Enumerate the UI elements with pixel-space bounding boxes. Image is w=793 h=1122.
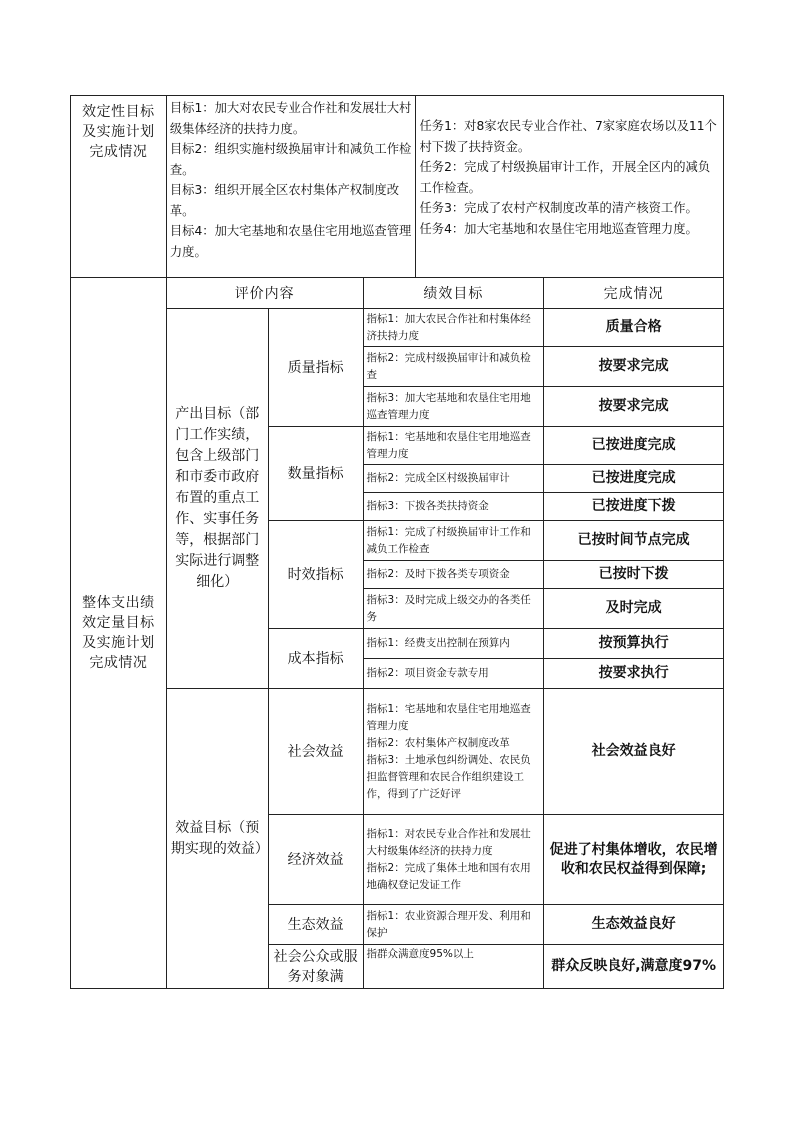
indicator-ecological-1: 指标1：农业资源合理开发、利用和保护 [366, 909, 531, 939]
task-2: 任务2：完成了村级换届审计工作，开展全区内的减负工作检查。 [419, 160, 711, 195]
benefit-group-label [166, 689, 268, 989]
subgroup-social: 社会效益 [268, 689, 363, 815]
indicator-timeliness-1: 指标1：完成了村级换届审计工作和减负工作检查 [363, 521, 544, 561]
status-quantity-1: 已按进度完成 [544, 427, 724, 465]
indicator-timeliness-3: 指标3：及时完成上级交办的各类任务 [363, 589, 544, 629]
status-quality-2: 按要求完成 [544, 347, 724, 387]
status-quantity-3: 已按进度下拨 [544, 493, 724, 521]
subgroup-ecological: 生态效益 [268, 905, 363, 945]
header-status: 完成情况 [544, 278, 724, 309]
goal-2: 目标2：组织实施村级换届审计和减负工作检查。 [169, 142, 412, 177]
status-timeliness-1: 已按时间节点完成 [544, 521, 724, 561]
output-group-label [166, 309, 268, 689]
task-4: 任务4：加大宅基地和农垦住宅用地巡查管理力度。 [419, 221, 698, 236]
indicator-quality-2: 指标2：完成村级换届审计和减负检查 [363, 347, 544, 387]
indicator-timeliness-2: 指标2：及时下拨各类专项资金 [363, 561, 544, 589]
indicator-satisfaction-1: 指群众满意度95%以上 [366, 948, 474, 960]
indicator-social-2: 指标2：农村集体产权制度改革 [366, 736, 510, 749]
perf-section-label [71, 278, 167, 989]
indicators-ecological [363, 905, 544, 945]
subgroup-quantity: 数量指标 [268, 427, 363, 521]
goal-1: 目标1：加大对农民专业合作社和发展壮大村级集体经济的扶持力度。 [169, 101, 412, 136]
tasks-cell [416, 96, 724, 278]
qualitative-label [71, 96, 167, 278]
indicator-economic-2: 指标2：完成了集体土地和国有农用地确权登记发证工作 [366, 861, 531, 891]
qualitative-label-text: 效定性目标及实施计划完成情况 [82, 104, 155, 160]
header-content: 评价内容 [166, 278, 363, 309]
benefit-group-label-text: 效益目标（预期实现的效益） [170, 819, 269, 857]
status-quality-1: 质量合格 [544, 309, 724, 347]
subgroup-economic: 经济效益 [268, 815, 363, 905]
subgroup-cost: 成本指标 [268, 629, 363, 689]
output-group-label-text: 产出目标（部门工作实绩，包含上级部门和市委市政府布置的重点工作、实事任务等，根据部门实际进行调整细化） [175, 406, 260, 590]
status-economic: 促进了村集体增收，农民增收和农民权益得到保障; [544, 815, 724, 905]
indicator-quantity-1: 指标1：宅基地和农垦住宅用地巡查管理力度 [363, 427, 544, 465]
task-1: 任务1：对8家农民专业合作社、7家家庭农场以及11个村下拨了扶持资金。 [419, 119, 717, 154]
goals-cell [166, 96, 416, 278]
status-timeliness-2: 已按时下拨 [544, 561, 724, 589]
indicators-social [363, 689, 544, 815]
status-cost-1: 按预算执行 [544, 629, 724, 659]
indicator-quality-3: 指标3：加大宅基地和农垦住宅用地巡查管理力度 [363, 387, 544, 427]
subgroup-satisfaction: 社会公众或服务对象满 [268, 945, 363, 989]
status-ecological: 生态效益良好 [544, 905, 724, 945]
indicator-quality-1: 指标1：加大农民合作社和村集体经济扶持力度 [363, 309, 544, 347]
performance-table [70, 277, 724, 989]
goal-4: 目标4：加大宅基地和农垦住宅用地巡查管理力度。 [169, 224, 412, 259]
status-social: 社会效益良好 [544, 689, 724, 815]
subgroup-timeliness: 时效指标 [268, 521, 363, 629]
indicator-quantity-2: 指标2：完成全区村级换届审计 [363, 465, 544, 493]
status-timeliness-3: 及时完成 [544, 589, 724, 629]
indicator-social-1: 指标1：宅基地和农垦住宅用地巡查管理力度 [366, 702, 531, 732]
subgroup-quality: 质量指标 [268, 309, 363, 427]
indicators-satisfaction [363, 945, 544, 989]
perf-section-label-text: 整体支出绩效定量目标及实施计划完成情况 [82, 595, 155, 671]
task-3: 任务3：完成了农村产权制度改革的清产核资工作。 [419, 201, 698, 215]
indicators-economic [363, 815, 544, 905]
goal-3: 目标3：组织开展全区农村集体产权制度改革。 [169, 183, 400, 218]
header-target: 绩效目标 [363, 278, 544, 309]
indicator-cost-2: 指标2：项目资金专款专用 [363, 659, 544, 689]
qualitative-table [70, 95, 724, 278]
indicator-cost-1: 指标1：经费支出控制在预算内 [363, 629, 544, 659]
status-quantity-2: 已按进度完成 [544, 465, 724, 493]
status-satisfaction: 群众反映良好,满意度97% [544, 945, 724, 989]
indicator-economic-1: 指标1：对农民专业合作社和发展壮大村级集体经济的扶持力度 [366, 827, 531, 857]
status-quality-3: 按要求完成 [544, 387, 724, 427]
status-cost-2: 按要求执行 [544, 659, 724, 689]
indicator-quantity-3: 指标3：下拨各类扶持资金 [363, 493, 544, 521]
indicator-social-3: 指标3：土地承包纠纷调处、农民负担监督管理和农民合作组织建设工作，得到了广泛好评 [366, 753, 531, 800]
